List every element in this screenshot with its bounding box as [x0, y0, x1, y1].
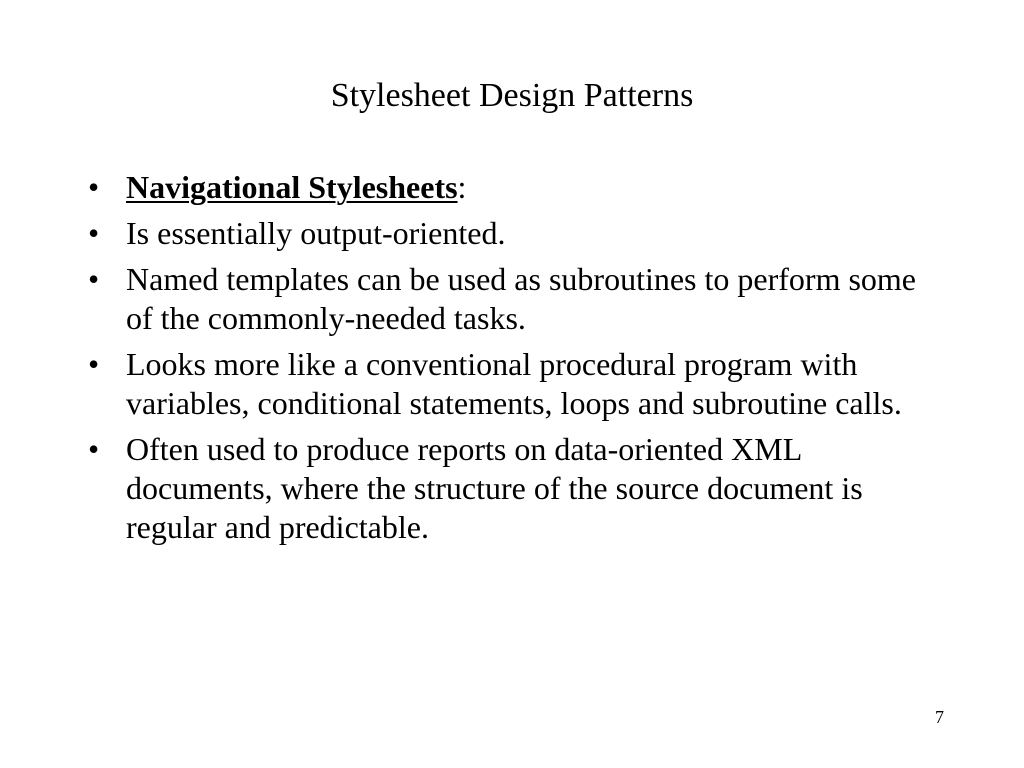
- bullet-icon: •: [88, 261, 100, 297]
- bullet-heading-suffix: :: [457, 169, 467, 205]
- bullet-icon: •: [88, 346, 100, 382]
- bullet-text: Looks more like a conventional procedural program with variables, conditional statements, loops and subroutine calls.: [126, 346, 902, 421]
- bullet-item: [88, 345, 918, 423]
- bullet-icon: •: [88, 169, 100, 205]
- bullet-text: [126, 168, 918, 207]
- bullet-item: [88, 430, 918, 547]
- bullet-text: Named templates can be used as subroutines to perform some of the commonly-needed tasks.: [126, 261, 916, 336]
- bullet-heading: Navigational Stylesheets: [126, 169, 458, 205]
- bullet-icon: •: [88, 215, 100, 251]
- bullet-icon: •: [88, 431, 100, 467]
- bullet-item: [88, 168, 918, 207]
- page-number: 7: [935, 707, 944, 727]
- bullet-item: [88, 260, 918, 338]
- bullet-item: [88, 214, 918, 253]
- bullet-text: Is essentially output-oriented.: [126, 215, 506, 251]
- bullet-text: Often used to produce reports on data-oriented XML documents, where the structure of the source document is regular and predictable.: [126, 431, 863, 545]
- bullet-list: [88, 168, 918, 554]
- slide-title: Stylesheet Design Patterns: [330, 77, 694, 114]
